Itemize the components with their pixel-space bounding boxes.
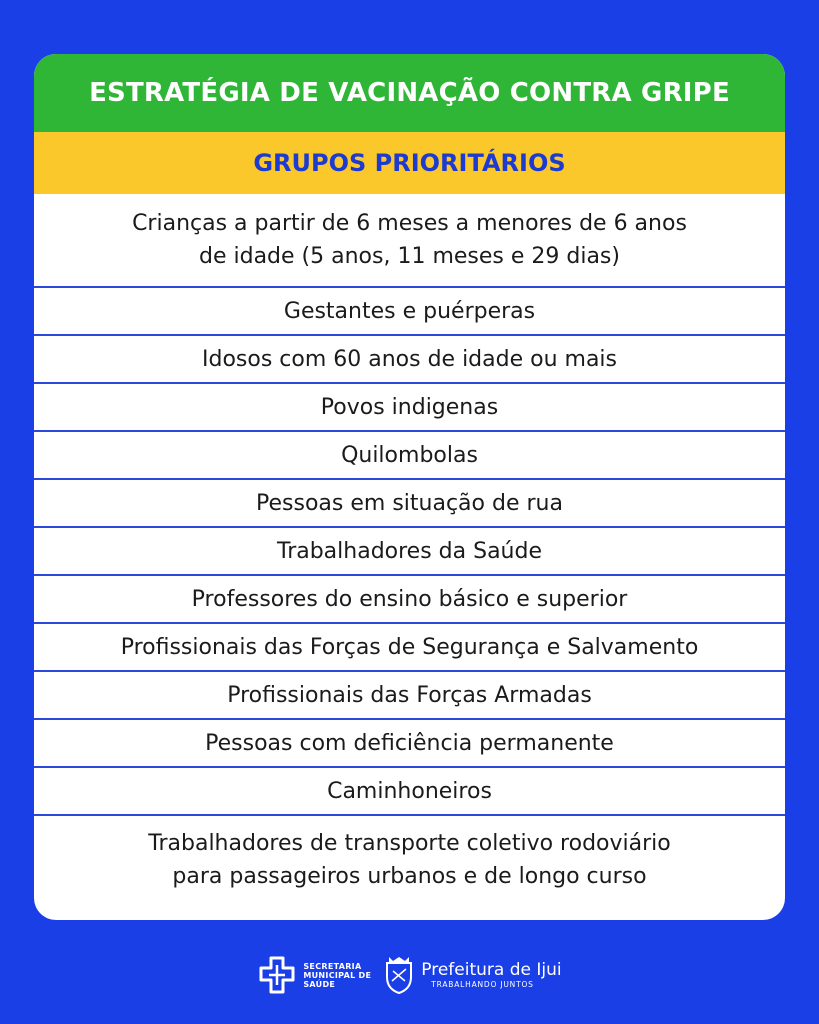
prefeitura-name: Prefeitura de Ijui <box>421 960 562 980</box>
list-item-text: Profissionais das Forças de Segurança e Salvamento <box>120 634 699 660</box>
list-item-text: para passageiros urbanos e de longo curso <box>172 864 647 889</box>
secretaria-line: SECRETARIA <box>303 961 362 971</box>
list-item-text: Povos indigenas <box>320 394 499 420</box>
title-bar <box>34 54 785 132</box>
list-item-text: Crianças a partir de 6 meses a menores de 6 anos <box>132 211 687 236</box>
list-item <box>34 720 785 768</box>
list-item-text: Profissionais das Forças Armadas <box>227 682 592 708</box>
list-item <box>34 528 785 576</box>
list-item <box>34 288 785 336</box>
list-item-text: de idade (5 anos, 11 meses e 29 dias) <box>199 244 620 269</box>
list-item-text: Quilombolas <box>341 442 478 468</box>
list-item-text: Pessoas com deficiência permanente <box>205 730 614 756</box>
coat-of-arms-icon <box>383 955 415 995</box>
list-item-text: Caminhoneiros <box>327 778 492 804</box>
groups-list <box>34 194 785 904</box>
secretaria-line: MUNICIPAL DE <box>303 970 372 980</box>
list-item-text: Idosos com 60 anos de idade ou mais <box>201 346 618 372</box>
list-item <box>34 336 785 384</box>
list-item <box>34 576 785 624</box>
list-item <box>34 624 785 672</box>
list-item-text: Gestantes e puérperas <box>283 298 536 324</box>
secretaria-saude-logo <box>257 955 371 995</box>
list-item <box>34 384 785 432</box>
footer-logos <box>0 940 819 1010</box>
secretaria-line: SAÚDE <box>303 979 336 989</box>
prefeitura-logo <box>383 955 561 995</box>
page-subtitle: GRUPOS PRIORITÁRIOS <box>253 149 566 177</box>
list-item <box>34 816 785 904</box>
list-item <box>34 480 785 528</box>
list-item <box>34 672 785 720</box>
list-item-text: Pessoas em situação de rua <box>256 490 563 516</box>
list-item-text: Trabalhadores de transporte coletivo rodoviário <box>148 831 671 856</box>
list-item <box>34 432 785 480</box>
priority-groups-card <box>34 54 785 920</box>
list-item-text: Professores do ensino básico e superior <box>191 586 628 612</box>
list-item-text: Trabalhadores da Saúde <box>276 538 543 564</box>
list-item <box>34 194 785 288</box>
list-item <box>34 768 785 816</box>
prefeitura-motto: TRABALHANDO JUNTOS <box>431 980 534 989</box>
page-title: ESTRATÉGIA DE VACINAÇÃO CONTRA GRIPE <box>89 78 730 108</box>
health-cross-icon <box>257 955 297 995</box>
subtitle-bar <box>34 132 785 194</box>
